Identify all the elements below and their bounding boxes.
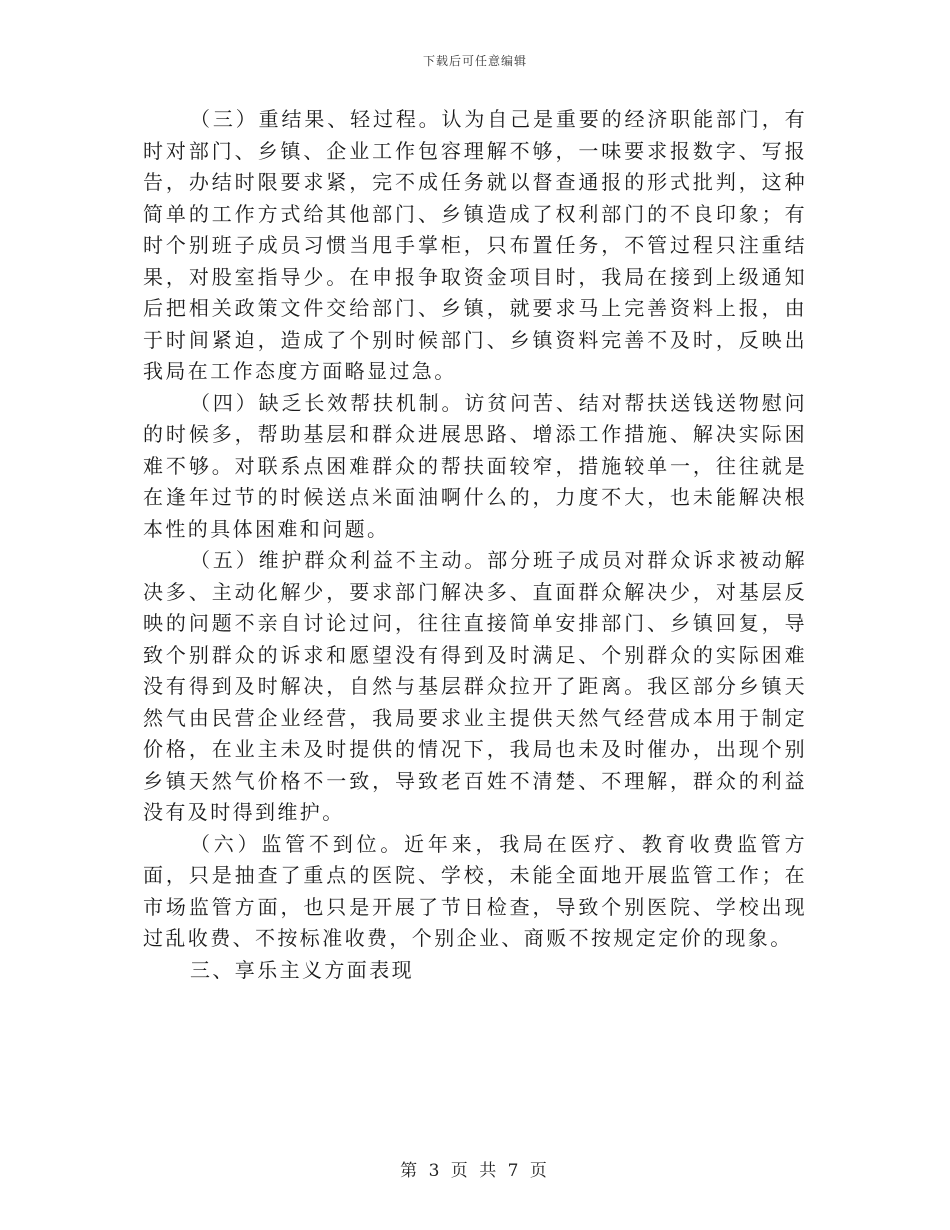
paragraph-section-3: （三）重结果、轻过程。认为自己是重要的经济职能部门，有时对部门、乡镇、企业工作包容理解不够，一味要求报数字、写报告，办结时限要求紧，完不成任务就以督查通报的形式批判，这种简单的工作方式给其他部门、乡镇造成了权利部门的不良印象；有时个别班子成员习惯当甩手掌柜，只布置任务，不管过程只注重结果，对股室指导少。在申报争取资金项目时，我局在接到上级通知后把相关政策文件交给部门、乡镇，就要求马上完善资料上报，由于时间紧迫，造成了个别时候部门、乡镇资料完善不及时，反映出我局在工作态度方面略显过急。 (143, 107, 807, 383)
page-number: 第 3 页 共 7 页 (400, 1161, 550, 1181)
section-heading: 三、享乐主义方面表现 (190, 957, 414, 982)
document-body (143, 104, 807, 986)
paragraph-section-4: （四）缺乏长效帮扶机制。访贫问苦、结对帮扶送钱送物慰问的时候多，帮助基层和群众进展思路、增添工作措施、解决实际困难不够。对联系点困难群众的帮扶面较窄，措施较单一，往往就是在逢年过节的时候送点米面油啊什么的，力度不大，也未能解决根本性的具体困难和问题。 (143, 390, 807, 541)
paragraph-section-5: （五）维护群众利益不主动。部分班子成员对群众诉求被动解决多、主动化解少，要求部门解决多、直面群众解决少，对基层反映的问题不亲自讨论过问，往往直接简单安排部门、乡镇回复，导致个别群众的诉求和愿望没有得到及时满足、个别群众的实际困难没有得到及时解决，自然与基层群众拉开了距离。我区部分乡镇天然气由民营企业经营，我局要求业主提供天然气经营成本用于制定价格，在业主未及时提供的情况下，我局也未及时催办，出现个别乡镇天然气价格不一致，导致老百姓不清楚、不理解，群众的利益没有及时得到维护。 (143, 548, 807, 824)
page-header-note: 下载后可任意编辑 (422, 54, 527, 68)
paragraph-section-6: （六）监管不到位。近年来，我局在医疗、教育收费监管方面，只是抽查了重点的医院、学校，未能全面地开展监管工作；在市场监管方面，也只是开展了节日检查，导致个别医院、学校出现过乱收费、不按标准收费，个别企业、商贩不按规定定价的现象。 (143, 831, 807, 950)
